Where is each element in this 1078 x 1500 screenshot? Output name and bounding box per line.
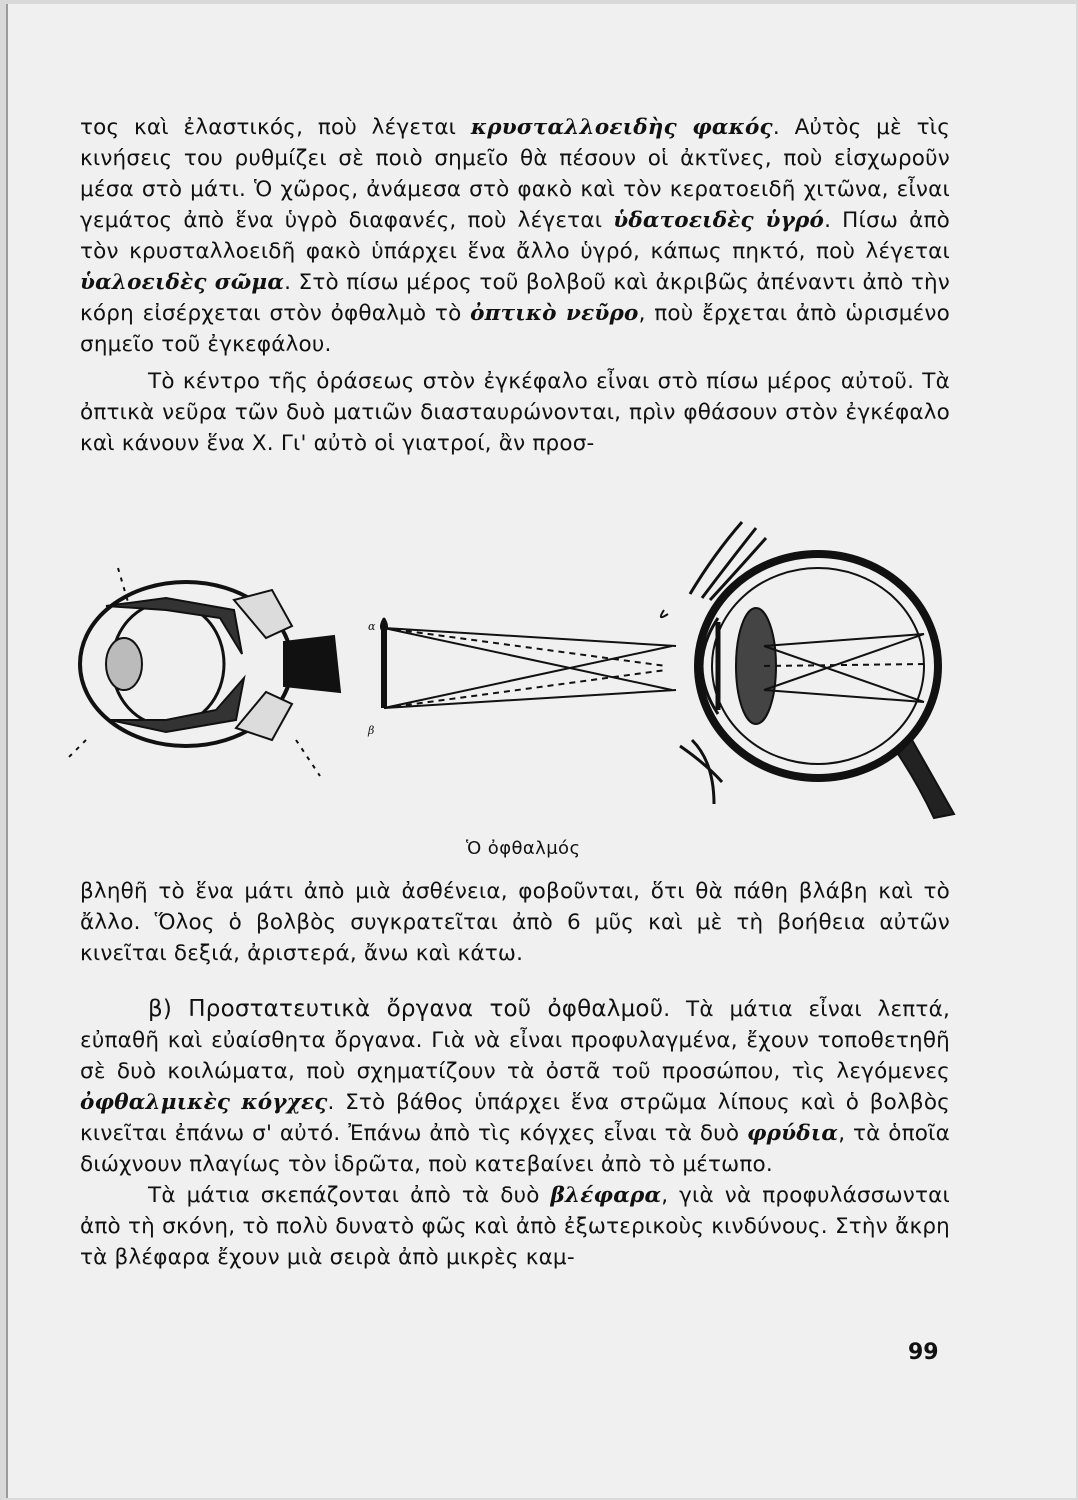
text-run: , γιὰ νὰ προφυλάσσωνται ἀπὸ τὴ σκόνη, τὸ πολὺ δυνατὸ φῶς καὶ ἀπὸ ἐξωτερικοὺς κινδύνους. Στὴν ἄκρη τὰ βλέφαρα ἔχουν μιὰ σειρὰ ἀπὸ μικρὲς καμ-: [80, 1183, 950, 1270]
paragraph-eyelids: [80, 1180, 950, 1273]
candle-and-light-rays: [381, 618, 676, 708]
text-run: . Πίσω ἀπὸ τὸν κρυσταλλοειδῆ φακὸ ὑπάρχει ἕνα ἄλλο ὑγρό, κάπως πηκτό, ποὺ λέγεται: [80, 208, 950, 264]
eye-cross-section-illustration: [661, 522, 954, 818]
eyeball-with-muscles-illustration: [66, 568, 340, 776]
text-run: Τὰ μάτια σκεπάζονται ἀπὸ τὰ δυὸ: [148, 1183, 551, 1208]
figure-caption: Ὁ ὀφθαλμός: [466, 838, 581, 859]
text-block-top: [80, 112, 950, 459]
point-label-b: β: [368, 724, 375, 737]
text-run: , ποὺ ἔρχεται ἀπὸ ὡρισμένο σημεῖο τοῦ ἐγκεφάλου.: [80, 301, 950, 357]
eye-diagram: [66, 514, 966, 832]
term-eyebrows: φρύδια: [747, 1121, 839, 1146]
paragraph-eye-muscles: βληθῆ τὸ ἕνα μάτι ἀπὸ μιὰ ἀσθένεια, φοβοῦνται, ὅτι θὰ πάθη βλάβη καὶ τὸ ἄλλο. Ὅλος ὁ βολβὸς συγκρατεῖται ἀπὸ 6 μῦς καὶ μὲ τὴ βοήθεια αὐτῶν κινεῖται δεξιά, ἀριστερά, ἄνω καὶ κάτω.: [80, 879, 950, 966]
book-page: [6, 4, 1076, 1498]
term-eye-sockets: ὀφθαλμικὲς κόγχες: [80, 1090, 328, 1115]
term-aqueous-humor: ὑδατοειδὲς ὑγρό: [613, 208, 825, 233]
text-run: . Τὰ μάτια εἶναι λεπτά, εὐπαθῆ καὶ εὐαίσθητα ὄργανα. Γιὰ νὰ εἶναι προφυλαγμένα, ἔχουν τοποθετηθῆ σὲ δυὸ κοιλώματα, ποὺ σχηματίζουν τὰ ὀστᾶ τοῦ προσώπου, τὶς λεγόμενες: [80, 997, 950, 1084]
term-crystalline-lens: κρυσταλλοειδὴς φακός: [470, 115, 773, 140]
text-run: . Στὸ βάθος ὑπάρχει ἕνα στρῶμα λίπους καὶ ὁ βολβὸς κινεῖται ἐπάνω σ' αὐτό. Ἐπάνω ἀπὸ τὶς κόγχες εἶναι τὰ δυὸ: [80, 1090, 950, 1146]
point-label-a: α: [368, 620, 376, 633]
paragraph-protective-organs: [80, 994, 950, 1180]
text-run: . Στὸ πίσω μέρος τοῦ βολβοῦ καὶ ἀκριβῶς ἀπέναντι ἀπὸ τὴν κόρη εἰσέρχεται στὸν ὀφθαλμὸ τὸ: [80, 270, 950, 326]
term-optic-nerve: ὀπτικὸ νεῦρο: [470, 301, 639, 326]
text-run: τος καὶ ἐλαστικός, ποὺ λέγεται: [80, 115, 471, 140]
text-block-bottom: [80, 994, 950, 1273]
page-number: 99: [908, 1340, 939, 1365]
paragraph-vision-center: Τὸ κέντρο τῆς ὁράσεως στὸν ἐγκέφαλο εἶναι στὸ πίσω μέρος αὐτοῦ. Τὰ ὀπτικὰ νεῦρα τῶν δυὸ ματιῶν διασταυρώνονται, πρὶν φθάσουν στὸν ἐγκέφαλο καὶ κάνουν ἕνα Χ. Γι' αὐτὸ οἱ γιατροί, ἂν προσ-: [80, 369, 950, 456]
section-heading: β) Προστατευτικὰ ὄργανα τοῦ ὀφθαλμοῦ: [148, 996, 664, 1022]
text-run: , τὰ ὁποῖα διώχνουν πλαγίως τὸν ἱδρῶτα, ποὺ κατεβαίνει ἀπὸ τὸ μέτωπο.: [80, 1121, 950, 1177]
paragraph-lens: [80, 112, 950, 360]
term-eyelids: βλέφαρα: [550, 1183, 662, 1208]
text-block-middle: [80, 876, 950, 969]
term-vitreous-body: ὑαλοειδὲς σῶμα: [80, 270, 285, 295]
text-run: . Αὐτὸς μὲ τὶς κινήσεις του ρυθμίζει σὲ ποιὸ σημεῖο θὰ πέσουν οἱ ἀκτῖνες, ποὺ εἰσχωροῦν μέσα στὸ μάτι. Ὁ χῶρος, ἀνάμεσα στὸ φακὸ καὶ τὸν κερατοειδῆ χιτῶνα, εἶναι γεμάτος ἀπὸ ἕνα ὑγρὸ διαφανές, ποὺ λέγεται: [80, 115, 951, 233]
